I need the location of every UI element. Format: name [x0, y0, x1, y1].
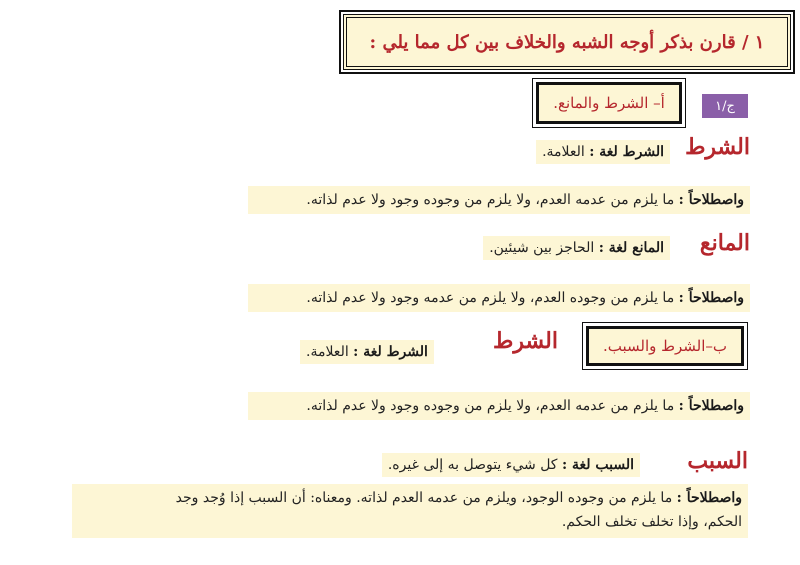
shart-lugha-text-1: العلامة. [542, 144, 585, 160]
shart-istilah-label-1: واصطلاحاً : [678, 192, 744, 208]
mani-istilah-row [248, 284, 750, 312]
shart-istilah-row-1 [248, 186, 750, 214]
shart-lugha-label-1: الشرط لغة : [589, 144, 664, 160]
shart-istilah-text-1: ما يلزم من عدمه العدم، ولا يلزم من وجوده وجود ولا عدم لذاته. [306, 192, 675, 208]
sabab-istilah-line1 [78, 486, 742, 510]
shart-term-1: الشرط [685, 134, 750, 160]
shart-term-2: الشرط [493, 328, 558, 354]
mani-term: المانع [699, 230, 750, 256]
sabab-istilah-label: واصطلاحاً : [676, 490, 742, 506]
shart-istilah-text-2: ما يلزم من عدمه العدم، ولا يلزم من وجوده وجود ولا عدم لذاته. [306, 398, 675, 414]
mani-istilah-text: ما يلزم من وجوده العدم، ولا يلزم من عدمه وجود ولا عدم لذاته. [306, 290, 675, 306]
sabab-term: السبب [687, 448, 748, 474]
shart-lugha-text-2: العلامة. [306, 344, 349, 360]
shart-lugha-row-1 [536, 140, 670, 164]
question-heading-box [343, 14, 791, 70]
shart-lugha-label-2: الشرط لغة : [353, 344, 428, 360]
subheading-a [536, 82, 682, 124]
sabab-lugha-text: كل شيء يتوصل به إلى غيره. [387, 457, 558, 473]
shart-lugha-row-2 [300, 340, 434, 364]
subheading-b [586, 326, 744, 366]
subheading-b-label: ب–الشرط والسبب. [602, 337, 728, 355]
mani-istilah-label: واصطلاحاً : [678, 290, 744, 306]
shart-istilah-row-2 [248, 392, 750, 420]
answer-badge [702, 94, 748, 118]
sabab-lugha-row [382, 453, 640, 477]
sabab-istilah-block [72, 484, 748, 538]
mani-lugha-text: الحاجز بين شيئين. [489, 240, 595, 256]
question-title: ١ / قارن بذكر أوجه الشبه والخلاف بين كل مما يلي : [369, 31, 765, 53]
answer-badge-label: ج/١ [715, 98, 735, 114]
subheading-a-label: أ– الشرط والمانع. [553, 94, 665, 112]
mani-lugha-row [483, 236, 670, 260]
sabab-lugha-label: السبب لغة : [561, 457, 634, 473]
sabab-istilah-line2: الحكم، وإذا تخلف تخلف الحكم. [561, 514, 742, 530]
sabab-istilah-text1: ما يلزم من وجوده الوجود، ويلزم من عدمه العدم لذاته. ومعناه: أن السبب إذا وُجد وجد [175, 490, 673, 506]
mani-lugha-label: المانع لغة : [598, 240, 664, 256]
shart-istilah-label-2: واصطلاحاً : [678, 398, 744, 414]
